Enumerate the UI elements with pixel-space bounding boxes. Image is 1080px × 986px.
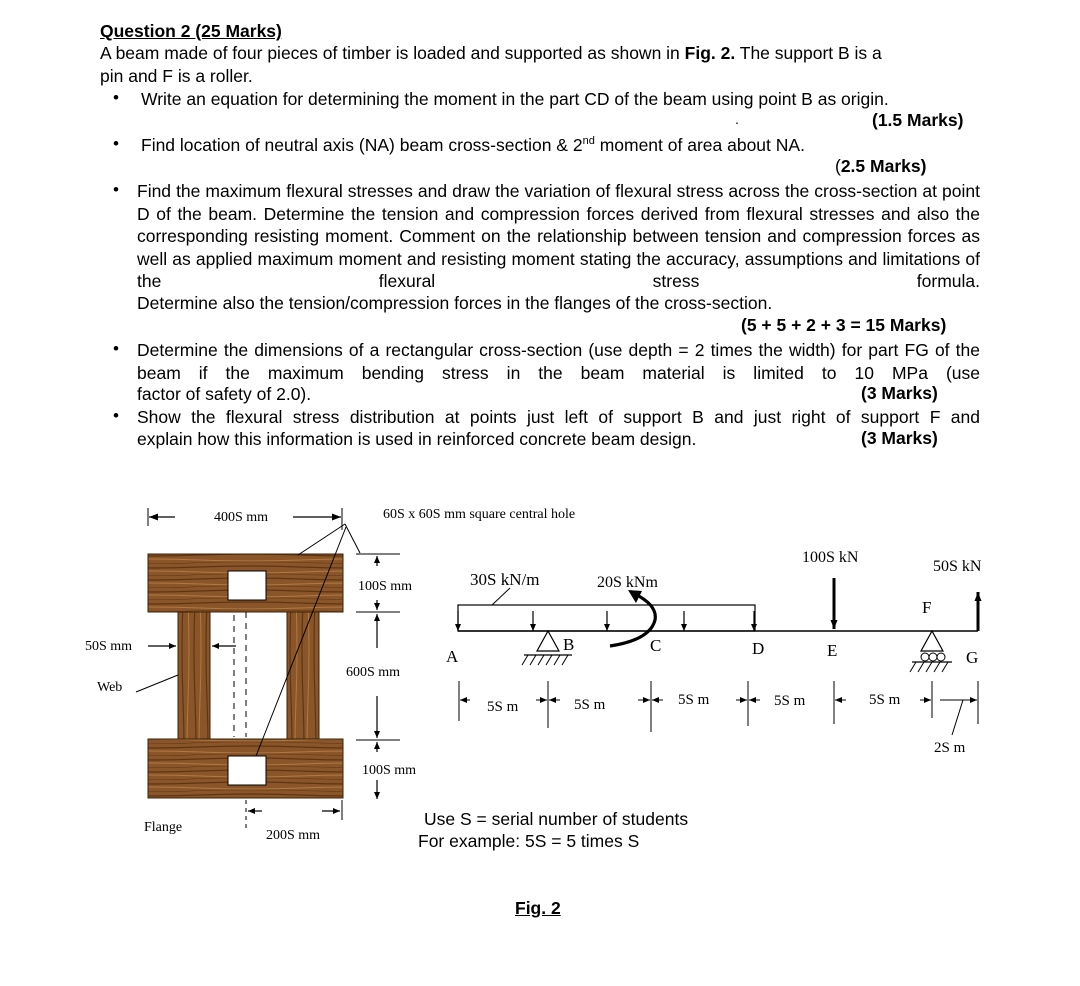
- question-title: Question 2 (25 Marks): [100, 21, 282, 41]
- span-ab-label: 5S m: [487, 699, 519, 715]
- point-b-label: B: [563, 635, 575, 654]
- bullet-1-dot: •: [113, 88, 119, 107]
- load-g-label: 50S kN: [933, 558, 982, 575]
- point-a-label: A: [446, 647, 459, 666]
- point-d-label: D: [752, 639, 765, 658]
- right-web: [287, 612, 319, 739]
- bullet-3-marks: (5 + 5 + 2 + 3 = 15 Marks): [741, 315, 947, 335]
- web-spacing-dimension: [248, 800, 342, 820]
- span-de-label: 5S m: [774, 693, 806, 709]
- bullet-2-dot: •: [113, 134, 119, 153]
- web-depth-label: 600S mm: [346, 665, 401, 680]
- width-label: 400S mm: [214, 510, 269, 525]
- intro-line-1: A beam made of four pieces of timber is loaded and supported as shown in Fig. 2. The support B is a: [100, 43, 882, 63]
- load-e-label: 100S kN: [802, 549, 859, 566]
- top-central-hole: [228, 571, 266, 600]
- bullet-4-last-line: factor of safety of 2.0).: [137, 384, 312, 404]
- moment-arc: [610, 593, 655, 646]
- bottom-central-hole: [228, 756, 266, 785]
- bullet-1-text: Write an equation for determining the moment in the part CD of the beam using point B as origin.: [141, 89, 889, 109]
- bullet-5-text: Show the flexural stress distribution at points just left of support B and just right of support F and: [137, 407, 980, 427]
- roller-support-f: [921, 631, 943, 651]
- web-spacing-label: 200S mm: [266, 828, 321, 843]
- span-fg-label: 2S m: [934, 740, 966, 756]
- span-cd-label: 5S m: [678, 692, 710, 708]
- intro-line-2: pin and F is a roller.: [100, 66, 253, 86]
- moment-label: 20S kNm: [597, 574, 658, 591]
- bullet-2-marks: (2.5 Marks): [835, 156, 927, 176]
- point-c-label: C: [650, 636, 662, 655]
- bullet-5-last-line: explain how this information is used in reinforced concrete beam design.: [137, 429, 697, 449]
- note-line-2: For example: 5S = 5 times S: [418, 831, 640, 851]
- intro-fig-ref: Fig. 2.: [684, 43, 736, 63]
- top-flange-depth-label: 100S mm: [358, 579, 413, 594]
- point-f-label: F: [922, 598, 932, 617]
- point-g-label: G: [966, 648, 979, 667]
- left-web: [178, 612, 210, 739]
- bullet-2-text: Find location of neutral axis (NA) beam cross-section & 2nd moment of area about NA.: [141, 135, 805, 155]
- flange-label: Flange: [144, 820, 183, 835]
- web-thickness-label: 50S mm: [85, 639, 133, 654]
- bullet-5-dot: •: [113, 406, 119, 425]
- span-bc-label: 5S m: [574, 697, 606, 713]
- bullet-1-marks: (1.5 Marks): [872, 110, 964, 130]
- bullet-1-stray-dot: .: [735, 111, 739, 127]
- pin-support-b: [537, 631, 559, 651]
- note-line-1: Use S = serial number of students: [424, 809, 689, 829]
- bullet-5-marks: (3 Marks): [861, 428, 938, 448]
- udl-label: 30S kN/m: [470, 570, 540, 589]
- cross-section: [148, 554, 343, 828]
- hole-label: 60S x 60S mm square central hole: [383, 507, 576, 522]
- bottom-flange-depth-label: 100S mm: [362, 763, 417, 778]
- bullet-4-text: Determine the dimensions of a rectangular cross-section (use depth = 2 times the width) for part FG of the beam if the maximum bending stress in the beam material is limited to 10 MPa (use: [137, 340, 980, 383]
- bullet-3-text: Find the maximum flexural stresses and draw the variation of flexural stress across the cross-section at point D of the beam. Determine the tension and compression forces derived from flexural stresses and also the corresponding resisting moment. Comment on the relationship between tension and compression forces as well as applied maximum moment and resisting moment stating the accuracy, assumptions and limitations of the flexural stress formula.: [137, 181, 980, 291]
- point-e-label: E: [827, 641, 838, 660]
- figure-label: Fig. 2: [515, 898, 561, 918]
- bullet-4-dot: •: [113, 339, 119, 358]
- span-ef-label: 5S m: [869, 692, 901, 708]
- web-label: Web: [97, 680, 123, 695]
- bullet-4-marks: (3 Marks): [861, 383, 938, 403]
- bullet-3-last-line: Determine also the tension/compression forces in the flanges of the cross-section.: [137, 293, 773, 313]
- bullet-3-dot: •: [113, 180, 119, 199]
- beam-diagram: [458, 578, 978, 735]
